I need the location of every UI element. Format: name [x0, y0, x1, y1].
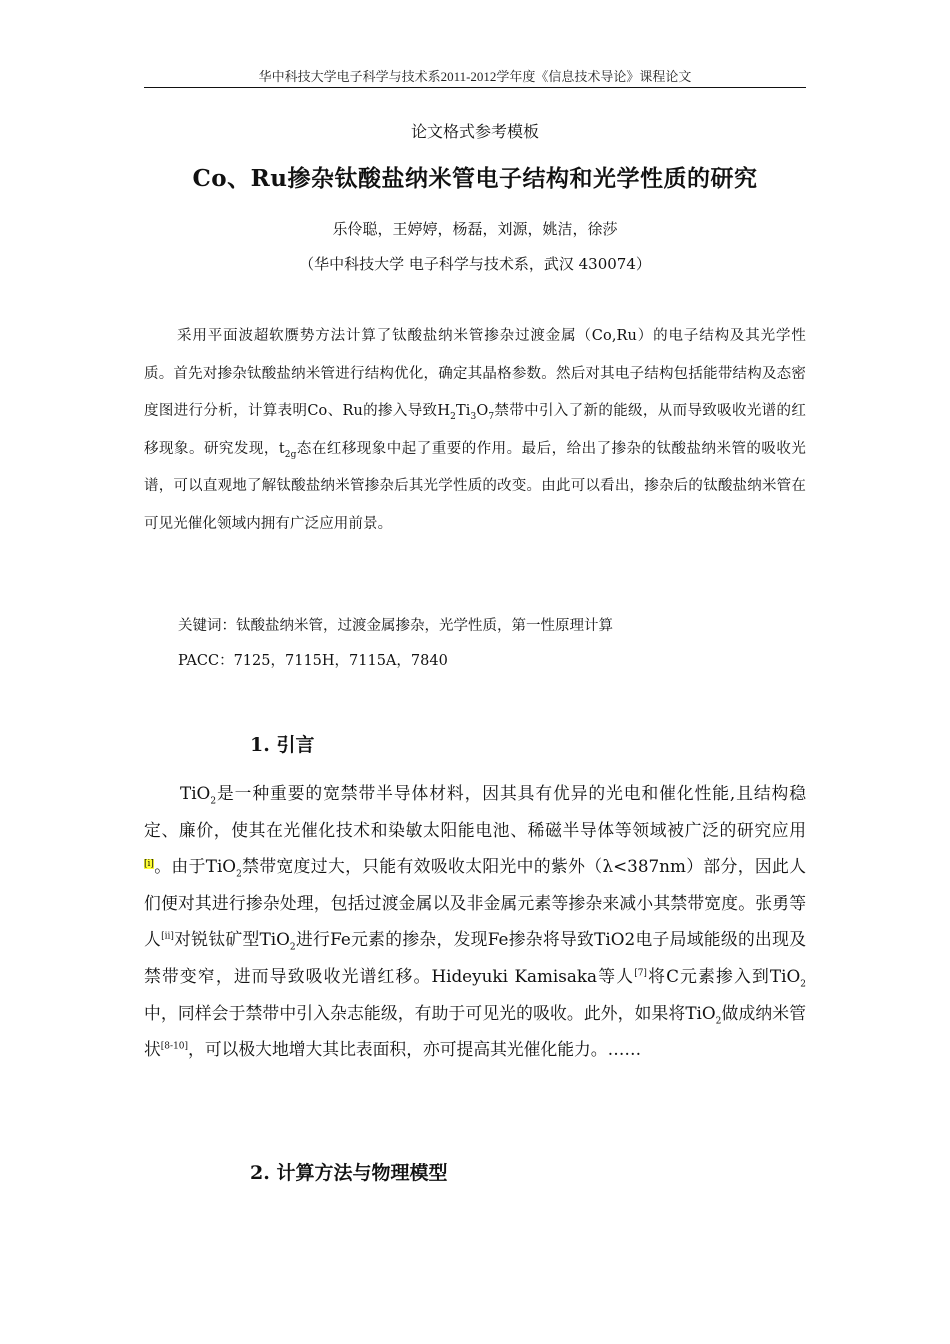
abstract-part: 态在红移现象中起了重要的作用。最后，给出了掺杂的钛酸盐纳米管的吸收光谱，可以直观地了解钛酸盐纳米管掺杂后其光学性质的改变。由此可以看出，掺杂后的钛酸盐纳米管在可见光催化领域内拥有广泛应用前景。	[144, 440, 806, 532]
abstract-part: 禁带中引入了新的能级，从而导致吸收光谱的红移现象。研究发现，t	[144, 403, 806, 457]
text-run: 是一种重要的宽禁带半导体材料，因其具有优异的光电和催化性能,且结构稳定、廉价，使其在光催化技术和染敏太阳能电池、稀磁半导体等领域被广泛的研究应用	[144, 783, 806, 840]
subscript: 3	[470, 411, 477, 422]
text-run: 中，同样会于禁带中引入杂志能级，有助于可见光的吸收。此外，如果将TiO	[144, 1002, 716, 1023]
subscript: 2	[800, 979, 806, 990]
text-run: 进行Fe元素的掺杂，发现Fe掺杂将导致TiO2电子局域能级的出现及禁带变窄，进而导致吸收光谱红移。Hideyuki Kamisaka等人	[144, 929, 806, 986]
subscript: 2g	[284, 449, 297, 460]
text-run: 对锐钛矿型TiO	[173, 929, 290, 950]
abstract	[144, 318, 806, 543]
citation-ref[interactable]: [i]	[144, 858, 154, 869]
subscript: 7	[488, 411, 495, 422]
abstract-part: Ti	[455, 403, 471, 419]
section-heading-introduction: 1. 引言	[250, 734, 315, 756]
authors: 乐伶聪，王婷婷，杨磊，刘源，姚洁，徐莎	[332, 220, 618, 238]
abstract-part: O	[476, 403, 489, 419]
citation-ref[interactable]: [8-10]	[160, 1041, 189, 1052]
subscript: 2	[289, 942, 296, 953]
text-run: TiO	[180, 783, 211, 803]
subscript: 2	[236, 869, 242, 880]
text-run: 。由于TiO	[153, 856, 237, 877]
header-rule	[144, 87, 806, 88]
affiliation: （华中科技大学 电子科学与技术系，武汉 430074）	[299, 255, 651, 273]
text-run: 将C元素掺入到TiO	[646, 965, 801, 986]
introduction-paragraph	[144, 775, 806, 1068]
subscript: 2	[210, 796, 217, 807]
abstract-part: 采用平面波超软赝势方法计算了钛酸盐纳米管掺杂过渡金属（Co,Ru）的电子结构及其光学性质。首先对掺杂钛酸盐纳米管进行结构优化，确定其晶格参数。然后对其电子结构包括能带结构及态密度图进行分析，计算表明Co、Ru的掺入导致H	[144, 328, 806, 419]
text-run: ，可以极大地增大其比表面积，亦可提高其光催化能力。……	[188, 1039, 642, 1060]
running-head: 华中科技大学电子科学与技术系2011-2012学年度《信息技术导论》课程论文	[258, 69, 692, 84]
citation-ref[interactable]: [7]	[634, 968, 647, 979]
paper-title: Co、Ru掺杂钛酸盐纳米管电子结构和光学性质的研究	[192, 165, 758, 192]
keywords: 关键词：钛酸盐纳米管，过渡金属掺杂，光学性质，第一性原理计算	[178, 618, 613, 634]
template-label: 论文格式参考模板	[410, 122, 539, 141]
text-run: 做成纳米管状	[144, 1002, 806, 1060]
subscript: 2	[450, 411, 456, 422]
subscript: 2	[715, 1015, 722, 1026]
section-heading-methods: 2. 计算方法与物理模型	[250, 1162, 448, 1184]
citation-ref[interactable]: [ii]	[161, 931, 174, 942]
pacc-codes: PACC：7125，7115H，7115A，7840	[178, 653, 448, 669]
text-run: 禁带宽度过大，只能有效吸收太阳光中的紫外（λ<387nm）部分，因此人们便对其进行掺杂处理，包括过渡金属以及非金属元素等掺杂来减小其禁带宽度。张勇等人	[144, 856, 806, 950]
